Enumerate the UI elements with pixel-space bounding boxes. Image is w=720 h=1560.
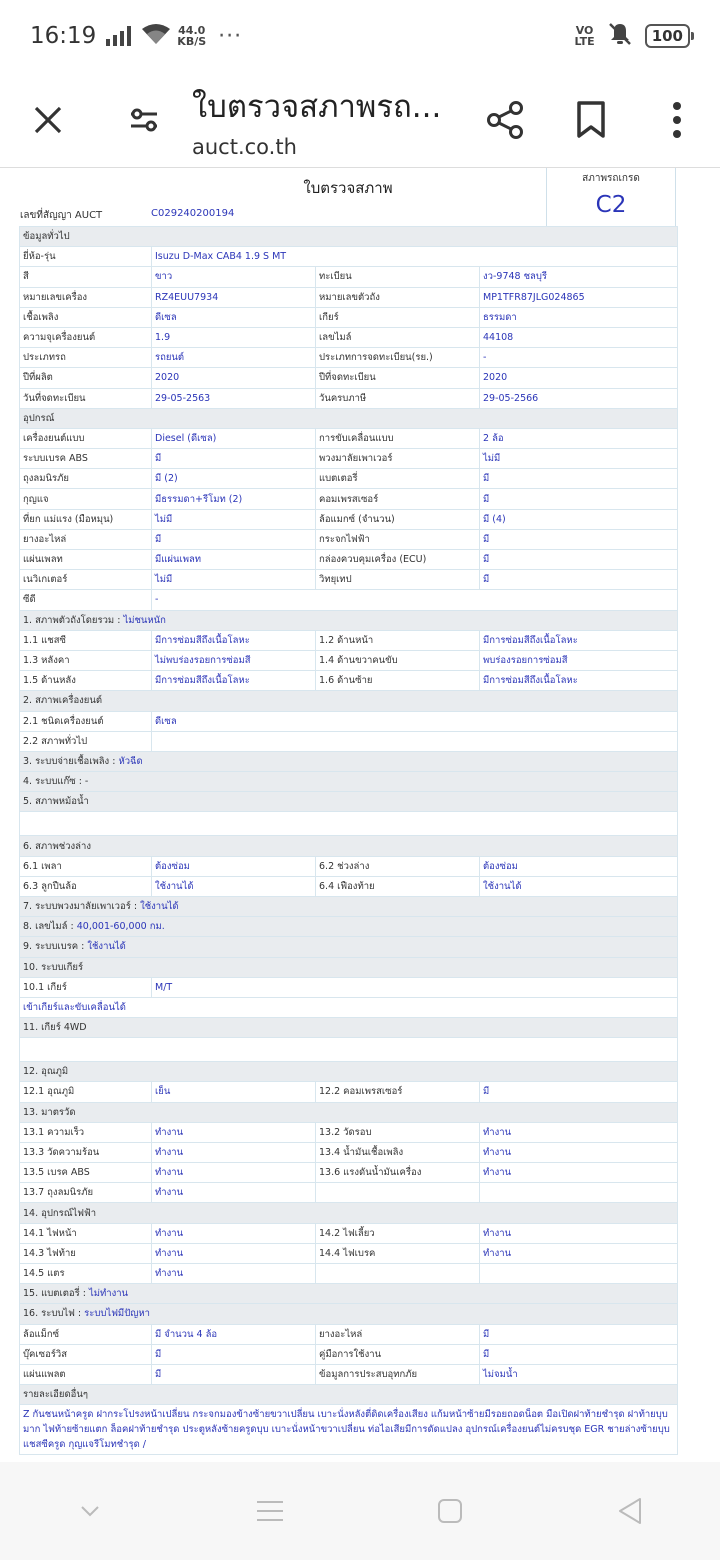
table-row: [20, 287, 678, 307]
field-label: เลขไมล์: [316, 327, 480, 347]
field-label: 13.5 เบรค ABS: [20, 1163, 152, 1183]
brand-row: [20, 247, 678, 267]
field-value: 29-05-2566: [480, 388, 678, 408]
mute-bell-icon: [607, 21, 633, 51]
field-label: 13.7 ถุงลมนิรภัย: [20, 1183, 152, 1203]
field-label: แผ่นเพลท: [20, 550, 152, 570]
table-row: [20, 428, 678, 448]
status-time: 16:19: [30, 23, 97, 49]
field-label: 14.4 ไฟเบรค: [316, 1243, 480, 1263]
field-label: บุ๊คเซอร์วิส: [20, 1344, 152, 1364]
section-turbo-cell: [20, 772, 678, 792]
section-battery-value: ไม่ทำงาน: [88, 1288, 129, 1300]
field-value: ไม่มี: [152, 509, 316, 529]
section-temp-label: 12. อุณภูมิ: [23, 1066, 69, 1078]
wifi-icon: [141, 23, 171, 49]
table-row: [20, 1223, 678, 1243]
radiator-blank-cell: [20, 812, 678, 836]
field-value: ทำงาน: [480, 1142, 678, 1162]
table-row: [20, 876, 678, 896]
table-row: [20, 550, 678, 570]
inspection-table: [19, 226, 678, 1455]
field-value: ไม่มี: [152, 570, 316, 590]
site-settings-button[interactable]: [96, 72, 192, 168]
field-value: ทำงาน: [152, 1122, 316, 1142]
field-value: มี: [480, 1082, 678, 1102]
detail-note: [20, 1405, 678, 1455]
section-brake-label: 9. ระบบเบรค :: [23, 941, 85, 953]
field-label: ประเภทการจดทะเบียน(รย.): [316, 348, 480, 368]
field-label: แผ่นแพลต: [20, 1364, 152, 1384]
field-value: มี: [480, 1344, 678, 1364]
home-square-icon: [437, 1498, 463, 1524]
table-row: [20, 1324, 678, 1344]
field-value: ไม่จมน้ำ: [480, 1364, 678, 1384]
gear-note-cell: เข้าเกียร์และขับเคลื่อนได้: [20, 997, 678, 1017]
table-row: [20, 1082, 678, 1102]
field-value: เย็น: [152, 1082, 316, 1102]
more-options-button[interactable]: [634, 72, 720, 168]
table-row: [20, 630, 678, 650]
document-header: [0, 168, 678, 230]
field-label: 1.2 ด้านหน้า: [316, 630, 480, 650]
field-value: ต้องซ่อม: [152, 856, 316, 876]
home-button[interactable]: [410, 1471, 490, 1551]
section-electric-label: 14. อุปกรณ์ไฟฟ้า: [23, 1207, 97, 1219]
table-row: [20, 671, 678, 691]
field-value: RZ4EUU7934: [152, 287, 316, 307]
table-row: [20, 368, 678, 388]
field-value: มี จำนวน 4 ล้อ: [152, 1324, 316, 1344]
system-nav-bar: [0, 1462, 720, 1560]
field-label: 1.1 แชสซี: [20, 630, 152, 650]
field-value: พบร่องรอยการซ่อมสี: [480, 650, 678, 670]
table-row: [20, 509, 678, 529]
field-value: ทำงาน: [152, 1264, 316, 1284]
field-label: 2.2 สภาพทั่วไป: [20, 731, 152, 751]
field-label: ซีดี: [20, 590, 152, 610]
table-row: [20, 388, 678, 408]
menu-icon: [256, 1499, 284, 1523]
field-label: 6.3 ลูกปืนล้อ: [20, 876, 152, 896]
field-value: ใช้งานได้: [480, 876, 678, 896]
field-value: ต้องซ่อม: [480, 856, 678, 876]
field-label: 10.1 เกียร์: [20, 977, 152, 997]
section-equipment: [20, 408, 678, 428]
table-row: [20, 1163, 678, 1183]
field-value: มี: [152, 1344, 316, 1364]
field-label: ยางอะไหล่: [20, 529, 152, 549]
field-value: ธรรมดา: [480, 307, 678, 327]
table-row: [20, 267, 678, 287]
inspection-document[interactable]: [0, 168, 720, 1462]
table-row: [20, 307, 678, 327]
section-lights-cell: [20, 1304, 678, 1324]
field-value: 2020: [152, 368, 316, 388]
section-electric-cell: [20, 1203, 678, 1223]
field-label: ที่ยก แม่แรง (มือหมุน): [20, 509, 152, 529]
field-label: เครื่องยนต์แบบ: [20, 428, 152, 448]
field-value: ทำงาน: [152, 1183, 316, 1203]
section-temp-cell: [20, 1062, 678, 1082]
section-general-cell: [20, 227, 678, 247]
field-label: 1.3 หลังคา: [20, 650, 152, 670]
table-row: [20, 1122, 678, 1142]
table-row: [20, 327, 678, 347]
section-mileage: [20, 917, 678, 937]
field-value: -: [152, 590, 678, 610]
field-label: ความจุเครื่องยนต์: [20, 327, 152, 347]
share-icon: [485, 100, 525, 140]
field-value: มี: [480, 570, 678, 590]
network-speed-value: 44.0: [178, 24, 206, 37]
field-label: ทะเบียน: [316, 267, 480, 287]
section-body-cell: [20, 610, 678, 630]
tune-icon: [127, 105, 161, 135]
field-value: มีการซ่อมสีถึงเนื้อโลหะ: [480, 671, 678, 691]
field-label: เกียร์: [316, 307, 480, 327]
engine-type-row: [20, 711, 678, 731]
table-row: [20, 529, 678, 549]
section-steer: [20, 897, 678, 917]
field-label: วันครบภาษี: [316, 388, 480, 408]
field-label: ระบบเบรค ABS: [20, 449, 152, 469]
field-value: มี (2): [152, 469, 316, 489]
field-label: แบตเตอรี่: [316, 469, 480, 489]
field-value: 29-05-2563: [152, 388, 316, 408]
status-bar: [0, 0, 720, 72]
field-value: ดีเซล: [152, 711, 678, 731]
section-4wd-label: 11. เกียร์ 4WD: [23, 1022, 87, 1034]
section-body-label: 1. สภาพตัวถังโดยรวม :: [23, 614, 121, 626]
section-detail-label: รายละเอียดอื่นๆ: [23, 1389, 88, 1401]
table-row: [20, 856, 678, 876]
table-row: [20, 348, 678, 368]
section-mileage-value: 40,001-60,000 กม.: [76, 921, 165, 933]
field-label: กระจกไฟฟ้า: [316, 529, 480, 549]
field-label: 14.1 ไฟหน้า: [20, 1223, 152, 1243]
document-title: ใบตรวจสภาพ: [303, 179, 393, 197]
section-radiator-cell: [20, 792, 678, 812]
cd-row: [20, 590, 678, 610]
grade-value: C2: [595, 192, 627, 218]
section-lights: [20, 1304, 678, 1324]
section-battery: [20, 1284, 678, 1304]
section-steer-cell: [20, 897, 678, 917]
field-value: มี: [480, 469, 678, 489]
section-engine: [20, 691, 678, 711]
field-label: 6.4 เฟืองท้าย: [316, 876, 480, 896]
section-brake: [20, 937, 678, 957]
field-value: มีการซ่อมสีถึงเนื้อโลหะ: [152, 630, 316, 650]
section-fuel: [20, 751, 678, 771]
volte-bottom: LTE: [574, 35, 595, 48]
signal-icon: [106, 26, 131, 46]
section-gear: [20, 957, 678, 977]
detail-note-cell: Z กันชนหน้าครูด ฝากระโปรงหน้าเปลี่ยน กระจกมองข้างซ้ายขวาเปลี่ยน เบาะนั่งหลังตี่ดิดเครื่องเสียง แก้มหน้าซ้ายมีรอยถอดน็อต มือเปิดฝาท้ายชำรุด ฝาท้ายบุบมาก ไฟท้ายซ้ายแตก ล็อคฝาท้ายชำรุด ประตูหลังซ้ายครูดบุบ เบาะนั่งหน้าขวาเปลี่ยน ท่อไอเสียมีการดัดแปลง อุปกรณ์เครื่องยนต์ไม่ครบชุด EGR ชายล่างซ้ายบุบ แชสซีครูด กุญแจรีโมทชำรุด /: [20, 1405, 678, 1455]
section-brake-value: ใช้งานได้: [87, 941, 126, 953]
field-label: หมายเลขตัวถัง: [316, 287, 480, 307]
fwd-blank-cell: [20, 1038, 678, 1062]
section-turbo-label: 4. ระบบแก๊ซ : -: [23, 776, 89, 788]
field-label: 1.5 ด้านหลัง: [20, 671, 152, 691]
field-label: 1.6 ด้านซ้าย: [316, 671, 480, 691]
section-under: [20, 836, 678, 856]
section-detail: [20, 1385, 678, 1405]
field-label: ยางอะไหล่: [316, 1324, 480, 1344]
section-gauge: [20, 1102, 678, 1122]
page-url: auct.co.th: [192, 134, 297, 159]
section-steer-label: 7. ระบบพวงมาลัยเพาเวอร์ :: [23, 901, 138, 913]
field-value: มี: [480, 550, 678, 570]
field-label: ล้อแม็กซ์: [20, 1324, 152, 1344]
table-row: [20, 1264, 678, 1284]
network-speed: [177, 25, 206, 47]
section-gauge-label: 13. มาตรวัด: [23, 1106, 76, 1118]
table-row: [20, 570, 678, 590]
field-label: ข้อมูลการประสบอุทกภัย: [316, 1364, 480, 1384]
field-value: มี: [152, 529, 316, 549]
field-label: 14.3 ไฟท้าย: [20, 1243, 152, 1263]
table-row: [20, 449, 678, 469]
field-value: 44108: [480, 327, 678, 347]
field-label: 1.4 ด้านขวาคนขับ: [316, 650, 480, 670]
field-label: วิทยุเทป: [316, 570, 480, 590]
table-row: [20, 1243, 678, 1263]
field-label: การขับเคลื่อนแบบ: [316, 428, 480, 448]
field-value: ดีเซล: [152, 307, 316, 327]
field-value: -: [480, 348, 678, 368]
table-row: [20, 469, 678, 489]
battery-icon: 100: [645, 24, 690, 48]
section-lights-value: ระบบไฟมีปัญหา: [84, 1308, 150, 1320]
field-value: ทำงาน: [480, 1243, 678, 1263]
section-under-cell: [20, 836, 678, 856]
field-value: M/T: [152, 977, 678, 997]
field-value: ใช้งานได้: [152, 876, 316, 896]
field-label: 6.2 ช่วงล่าง: [316, 856, 480, 876]
field-label: 13.3 วัดความร้อน: [20, 1142, 152, 1162]
table-row: [20, 1344, 678, 1364]
grade-label: สภาพรถเกรด: [582, 173, 640, 184]
field-value: ทำงาน: [152, 1223, 316, 1243]
back-button[interactable]: [590, 1471, 670, 1551]
section-battery-label: 15. แบตเตอรี่ :: [23, 1288, 86, 1300]
field-value: Isuzu D-Max CAB4 1.9 S MT: [152, 247, 678, 267]
more-vert-icon: [672, 102, 682, 138]
section-equipment-cell: [20, 408, 678, 428]
field-value: มีธรรมดา+รีโมท (2): [152, 489, 316, 509]
engine-general-row: [20, 731, 678, 751]
field-label: เนวิเกเตอร์: [20, 570, 152, 590]
field-label: [316, 1183, 480, 1203]
fwd-blank: [20, 1038, 678, 1062]
field-label: ล้อแมกซ์ (จำนวน): [316, 509, 480, 529]
field-label: กล่องควบคุมเครื่อง (ECU): [316, 550, 480, 570]
section-gauge-cell: [20, 1102, 678, 1122]
section-body: [20, 610, 678, 630]
section-radiator-label: 5. สภาพหม้อน้ำ: [23, 796, 89, 808]
field-label: 12.2 คอมเพรสเซอร์: [316, 1082, 480, 1102]
section-general: [20, 227, 678, 247]
field-label: 13.6 แรงดันน้ำมันเครื่อง: [316, 1163, 480, 1183]
section-lights-label: 16. ระบบไฟ :: [23, 1308, 82, 1320]
field-value: Diesel (ดีเซล): [152, 428, 316, 448]
field-label: 12.1 อุณภูมิ: [20, 1082, 152, 1102]
field-value: ทำงาน: [152, 1243, 316, 1263]
field-value: ทำงาน: [480, 1122, 678, 1142]
section-gear-label: 10. ระบบเกียร์: [23, 961, 84, 973]
close-icon: [33, 105, 63, 135]
field-value: 2 ล้อ: [480, 428, 678, 448]
field-value: งว-9748 ชลบุรี: [480, 267, 678, 287]
more-notifications-icon: ···: [218, 23, 243, 49]
volte-top: VO: [575, 24, 594, 37]
field-label: สี: [20, 267, 152, 287]
bookmark-button[interactable]: [548, 72, 634, 168]
contract-label: เลขที่สัญญา AUCT: [20, 210, 103, 221]
field-value: ทำงาน: [152, 1142, 316, 1162]
back-triangle-icon: [617, 1497, 643, 1525]
section-gear-cell: [20, 957, 678, 977]
field-label: ปีที่จดทะเบียน: [316, 368, 480, 388]
radiator-blank: [20, 812, 678, 836]
field-value: ทำงาน: [152, 1163, 316, 1183]
field-label: เชื้อเพลิง: [20, 307, 152, 327]
field-label: วันที่จดทะเบียน: [20, 388, 152, 408]
field-label: ยี่ห้อ-รุ่น: [20, 247, 152, 267]
field-value: มี (4): [480, 509, 678, 529]
section-mileage-label: 8. เลขไมล์ :: [23, 921, 74, 933]
field-label: 14.2 ไฟเลี้ยว: [316, 1223, 480, 1243]
chevron-down-icon: [80, 1505, 100, 1517]
table-row: [20, 489, 678, 509]
table-row: [20, 1142, 678, 1162]
field-value: มีการซ่อมสีถึงเนื้อโลหะ: [152, 671, 316, 691]
field-label: 13.4 น้ำมันเชื้อเพลิง: [316, 1142, 480, 1162]
field-label: 13.1 ความเร็ว: [20, 1122, 152, 1142]
grade-box: [546, 168, 676, 228]
page-title-area[interactable]: [192, 81, 462, 159]
section-engine-cell: [20, 691, 678, 711]
section-turbo: [20, 772, 678, 792]
field-label: ประเภทรถ: [20, 348, 152, 368]
field-value: MP1TFR87JLG024865: [480, 287, 678, 307]
field-value: [152, 731, 678, 751]
field-value: 2020: [480, 368, 678, 388]
field-label: 13.2 วัดรอบ: [316, 1122, 480, 1142]
section-general-label: ข้อมูลทั่วไป: [23, 231, 70, 243]
section-body-value: ไม่ชนหนัก: [123, 614, 166, 626]
volte-icon: [574, 25, 594, 47]
section-equipment-label: อุปกรณ์: [23, 412, 55, 424]
section-radiator: [20, 792, 678, 812]
page-title: ใบตรวจสภาพรถ...: [192, 88, 442, 125]
field-label: [316, 1264, 480, 1284]
field-value: [480, 1264, 678, 1284]
field-value: มี: [480, 489, 678, 509]
field-value: มี: [480, 529, 678, 549]
section-mileage-cell: [20, 917, 678, 937]
section-electric: [20, 1203, 678, 1223]
field-label: กุญแจ: [20, 489, 152, 509]
recent-apps-button[interactable]: [230, 1471, 310, 1551]
share-button[interactable]: [462, 72, 548, 168]
field-value: รถยนต์: [152, 348, 316, 368]
field-label: คู่มือการใช้งาน: [316, 1344, 480, 1364]
bookmark-icon: [576, 101, 606, 139]
section-under-label: 6. สภาพช่วงล่าง: [23, 840, 91, 852]
field-label: คอมเพรสเซอร์: [316, 489, 480, 509]
field-value: มี: [152, 449, 316, 469]
field-value: ทำงาน: [480, 1163, 678, 1183]
field-label: ถุงลมนิรภัย: [20, 469, 152, 489]
field-value: ไม่มี: [480, 449, 678, 469]
field-label: พวงมาลัยเพาเวอร์: [316, 449, 480, 469]
field-value: ทำงาน: [480, 1223, 678, 1243]
gear-note: [20, 997, 678, 1017]
close-button[interactable]: [0, 72, 96, 168]
field-value: ขาว: [152, 267, 316, 287]
network-speed-unit: KB/S: [177, 35, 207, 48]
field-value: มีการซ่อมสีถึงเนื้อโลหะ: [480, 630, 678, 650]
table-row: [20, 650, 678, 670]
table-row: [20, 1364, 678, 1384]
section-fuel-label: 3. ระบบจ่ายเชื้อเพลิง :: [23, 755, 116, 767]
gear-row: [20, 977, 678, 997]
field-value: ไม่พบร่องรอยการซ่อมสี: [152, 650, 316, 670]
field-value: มี: [152, 1364, 316, 1384]
field-value: 1.9: [152, 327, 316, 347]
field-label: ปีที่ผลิต: [20, 368, 152, 388]
section-engine-label: 2. สภาพเครื่องยนต์: [23, 695, 103, 707]
hide-keyboard-button[interactable]: [50, 1471, 130, 1551]
table-row: [20, 1183, 678, 1203]
field-value: มีแผ่นเพลท: [152, 550, 316, 570]
section-fuel-cell: [20, 751, 678, 771]
field-label: หมายเลขเครื่อง: [20, 287, 152, 307]
browser-top-bar: [0, 72, 720, 168]
section-detail-cell: [20, 1385, 678, 1405]
contract-value: C029240200194: [151, 208, 235, 219]
section-4wd-cell: [20, 1017, 678, 1037]
section-4wd: [20, 1017, 678, 1037]
section-fuel-value: หัวฉีด: [118, 755, 143, 767]
section-steer-value: ใช้งานได้: [140, 901, 179, 913]
field-value: มี: [480, 1324, 678, 1344]
section-battery-cell: [20, 1284, 678, 1304]
section-temp: [20, 1062, 678, 1082]
field-value: [480, 1183, 678, 1203]
field-label: 14.5 แตร: [20, 1264, 152, 1284]
section-brake-cell: [20, 937, 678, 957]
field-label: 6.1 เพลา: [20, 856, 152, 876]
field-label: 2.1 ชนิดเครื่องยนต์: [20, 711, 152, 731]
